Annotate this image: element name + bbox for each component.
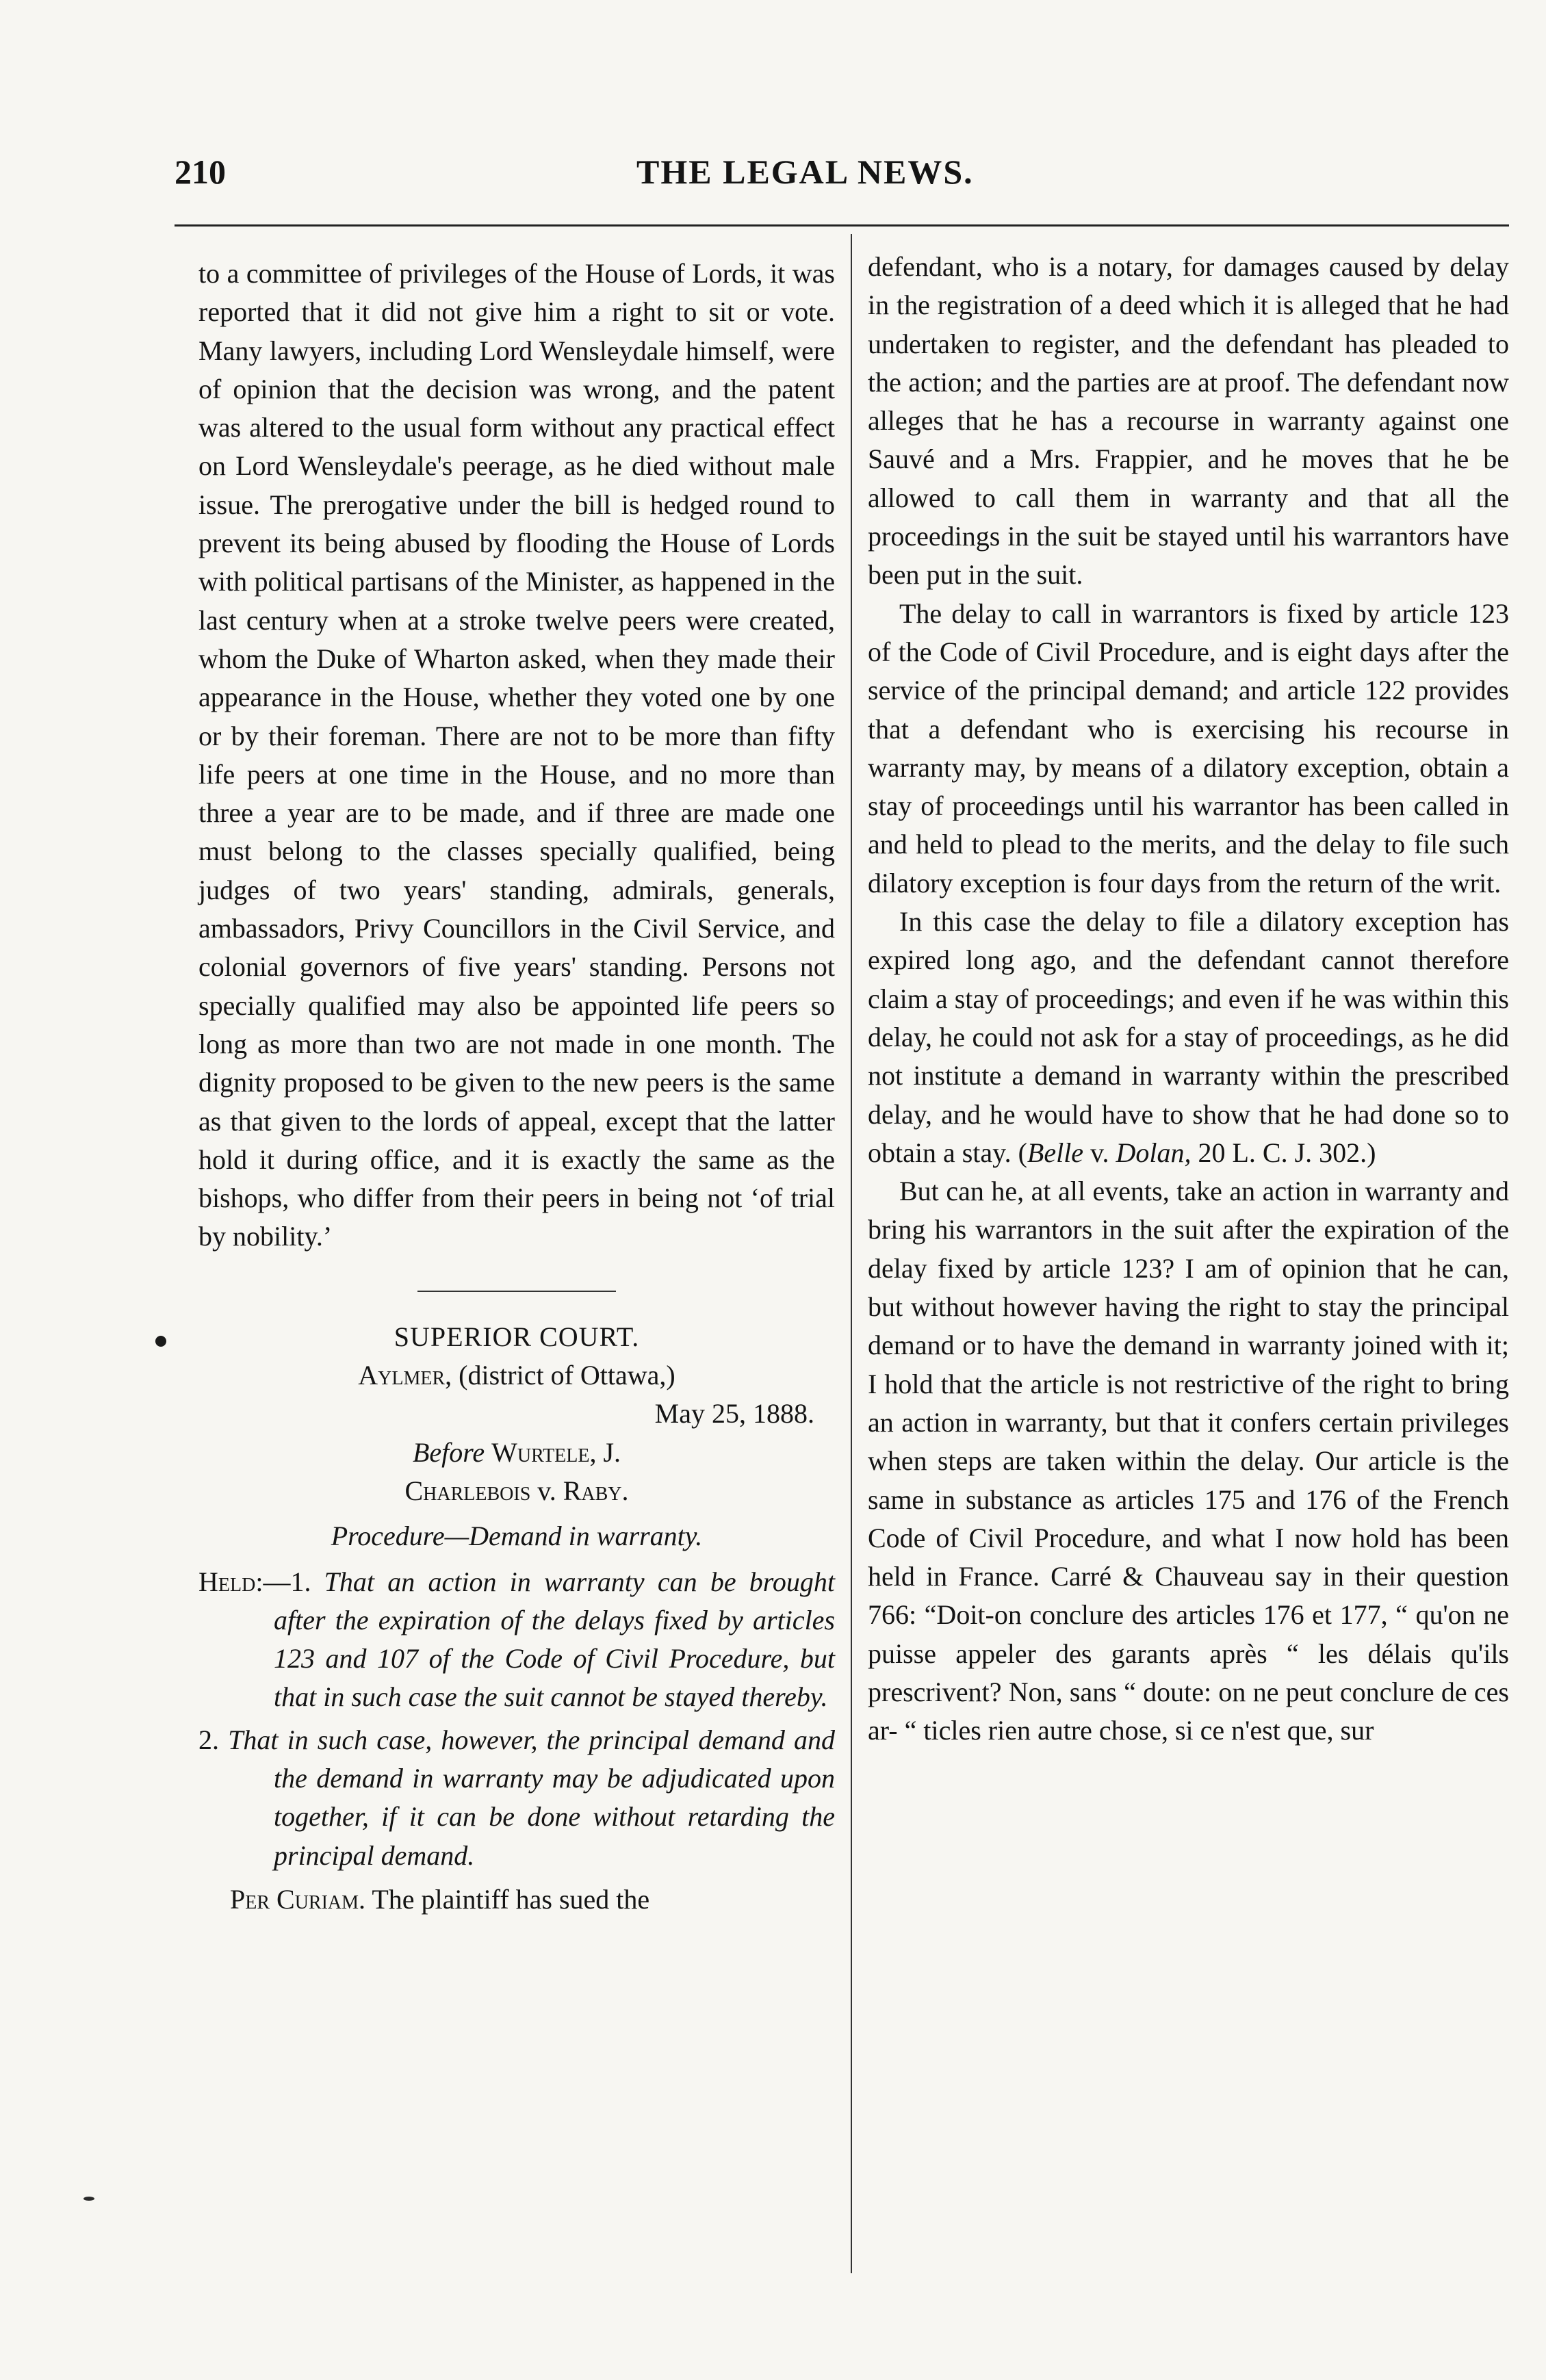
held-1-number: :—1. [255, 1566, 311, 1597]
held-2-number: 2. [198, 1724, 219, 1755]
ink-dot [155, 1336, 166, 1347]
citation-versus: v. [1083, 1137, 1116, 1168]
per-curiam-label: Per Curiam. [230, 1883, 366, 1915]
party-plaintiff: Charlebois [404, 1475, 531, 1506]
left-paragraph-1: to a committee of privileges of the House of Lords, it was reported that it did not give him a right to sit or vote. Many lawyers, including Lord Wensleydale himself, were of opinion that the decision was wrong, and the patent was altered to the usual form without any practical effect on Lord Wensleydale's peerage, as he died without male issue. The prerogative under the bill is hedged round to prevent its being abused by flooding the House of Lords with political partisans of the Minister, as happened in the last century when at a stroke twelve peers were created, whom the Duke of Wharton asked, when they made their appearance in the House, whether they voted one by one or by their foreman. There are not to be more than fifty life peers at one time in the House, and no more than three a year are to be made, and if three are made one must belong to the classes specially qualified, being judges of two years' standing, admirals, generals, ambassadors, Privy Councillors in the Civil Service, and colonial governors of five years' standing. Persons not specially qualified may also be appointed life peers so long as more than two are not made in one month. The dignity proposed to be given to the new peers is the same as that given to the lords of appeal, except that the latter hold it during office, and it is exactly the same as the bishops, who differ from their peers in being not ‘of trial by nobility.’ [198, 258, 835, 1252]
right-paragraph-2: The delay to call in warrantors is fixed by article 123 of the Code of Civil Procedure, and is eight days after the service of the principal demand; and article 122 provides that a defendant who is exercising his recourse in warranty may, by means of a dilatory exception, obtain a stay of proceedings until his warrantor has been called in and held to plead to the merits, and the delay to file such dilatory exception is four days from the return of the writ. [868, 597, 1509, 898]
court-title: SUPERIOR COURT. [394, 1321, 640, 1352]
before-label: Before [412, 1436, 485, 1468]
decision-date: May 25, 1888. [654, 1398, 814, 1430]
case-subject: Procedure—Demand in warranty. [331, 1521, 703, 1552]
right-paragraph-1: defendant, who is a notary, for damages caused by delay in the registration of a deed which it is alleged that he had undertaken to register, and the defendant has pleaded to the action; and the parties are at proof. The defendant now alleges that he has a recourse in warranty against one Sauvé and a Mrs. Frappier, and he moves that he be allowed to call them in warranty and that all the proceedings in the suit be stayed until his warrantors have been put in the suit. [868, 251, 1509, 591]
location-detail: (district of Ottawa,) [459, 1360, 675, 1391]
citation-party-1: Belle [1027, 1137, 1084, 1168]
ink-speck [83, 2197, 94, 2201]
citation-party-2: Dolan, [1116, 1137, 1191, 1168]
location-name: Aylmer, [358, 1360, 452, 1391]
paragraph-3-text: In this case the delay to file a dilatory exception has expired long ago, and the defendant cannot therefore claim a stay of proceedings; and even if he was within this delay, he could not ask for a stay of proceedings, as he did not institute a demand in warranty within the prescribed delay, and he would have to show that he had done so to obtain a stay. ( [868, 906, 1509, 1168]
held-label: Held [198, 1566, 256, 1597]
held-1-text: That an action in warranty can be brought after the expiration of the delays fixed by articles 123 and 107 of the Code of Civil Procedure, but that in such case the suit cannot be stayed thereby. [274, 1566, 835, 1713]
case-versus: v. [537, 1475, 556, 1506]
running-head: THE LEGAL NEWS. [636, 153, 974, 191]
held-2-text: That in such case, however, the principal demand and the demand in warranty may be adjudicated upon together, if it can be done without retarding the principal demand. [228, 1724, 836, 1871]
per-curiam-text: The plaintiff has sued the [372, 1883, 650, 1915]
page-number: 210 [175, 153, 226, 191]
party-defendant: Raby. [563, 1475, 629, 1506]
judge-name: Wurtele, J. [491, 1436, 621, 1468]
citation-reference: 20 L. C. J. 302.) [1191, 1137, 1376, 1168]
right-paragraph-4: But can he, at all events, take an action in warranty and bring his warrantors in the suit after the expiration of the delay fixed by article 123? I am of opinion that he can, but without however having the right to stay the principal demand or to have the demand in warranty joined with it; I hold that the article is not restrictive of the right to bring an action in warranty, but that it confers certain privileges when steps are taken within the delay. Our article is the same in substance as articles 175 and 176 of the French Code of Civil Procedure, and what I now hold has been held in France. Carré & Chauveau say in their question 766: “Doit-on conclure des articles 176 et 177, “ qu'on ne puisse appeler des garants après “ les délais qu'ils prescrivent? Non, sans “ doute: on ne peut conclure de ces ar- “ ticles rien autre chose, si ce n'est que, sur [868, 1176, 1509, 1746]
